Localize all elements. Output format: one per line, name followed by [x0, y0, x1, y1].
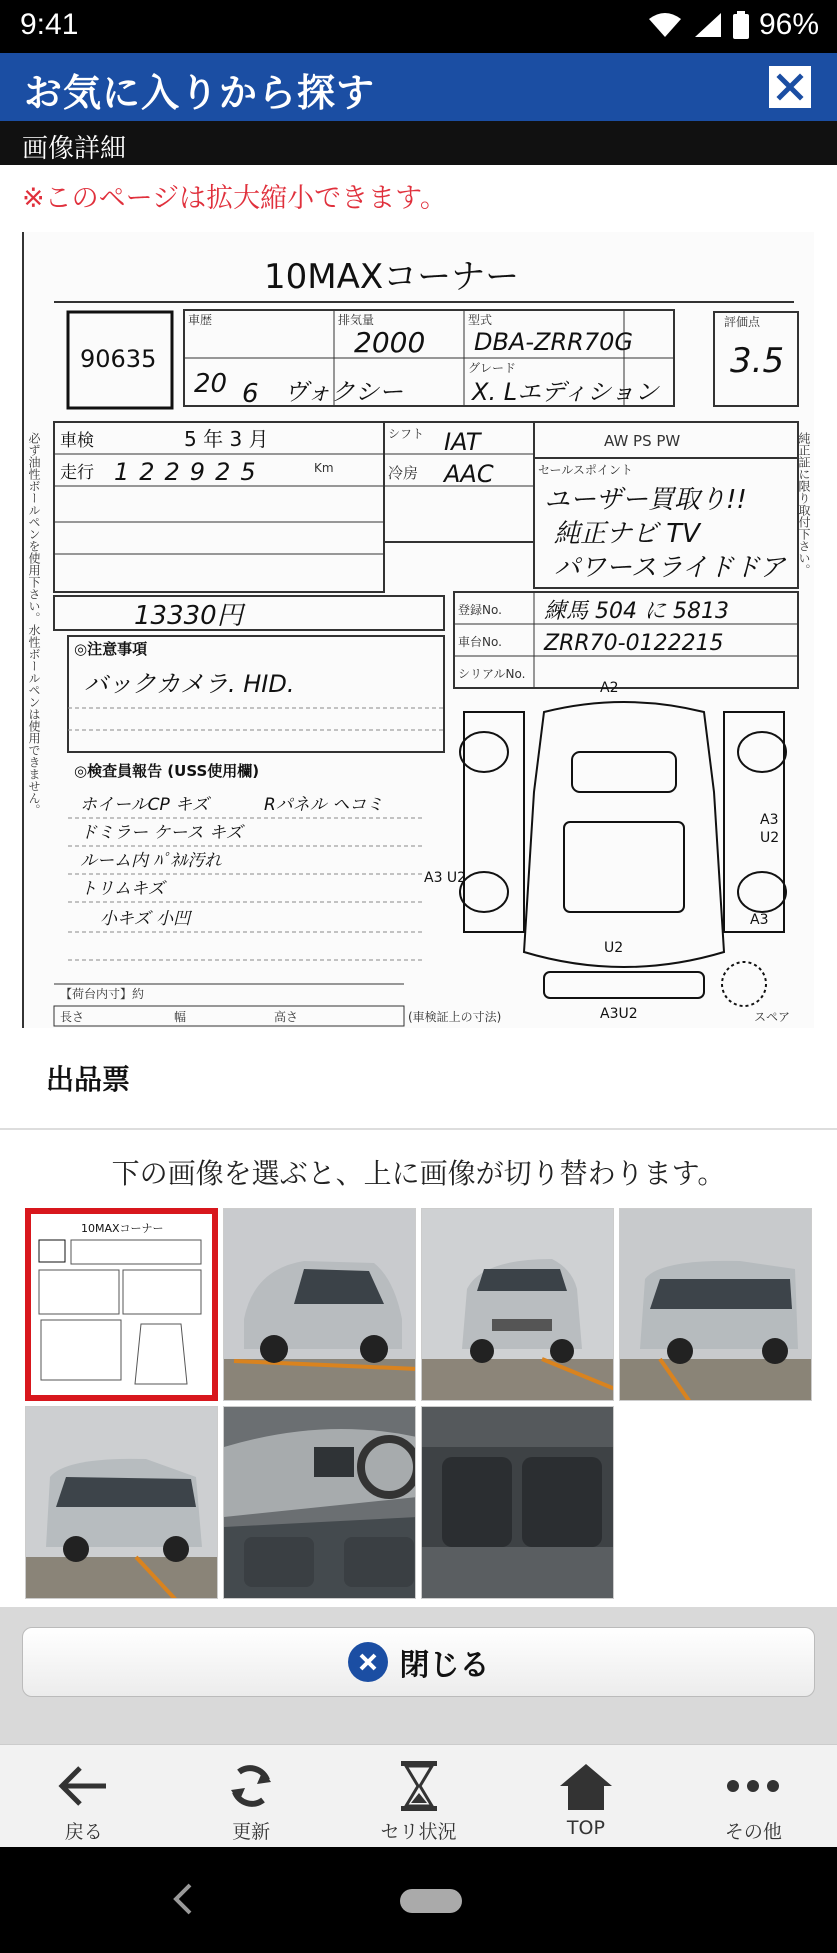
thumbnail-auction-sheet[interactable]: [25, 1208, 218, 1401]
header-bar: [0, 53, 837, 121]
nav-back[interactable]: [0, 1745, 167, 1847]
sheet-sales-point-1: ユーザー買取り!!: [544, 485, 747, 515]
close-panel: [0, 1607, 837, 1744]
thumbnail-front[interactable]: [421, 1208, 614, 1401]
nav-auction-status-label: セリ状況: [380, 1821, 457, 1843]
wifi-icon: [647, 11, 683, 39]
damage-label-6: U2: [604, 940, 624, 956]
sheet-label-km: Km: [314, 461, 334, 475]
sheet-label-grade: グレード: [468, 361, 517, 375]
close-icon: [775, 72, 805, 102]
damage-label-3: U2: [760, 830, 780, 846]
sheet-shift: IAT: [444, 428, 481, 456]
signal-icon: [693, 11, 723, 39]
sheet-displacement: 2000: [354, 326, 426, 359]
system-nav-bar: [0, 1847, 837, 1953]
sheet-warning-title: ◎注意事項: [74, 640, 148, 658]
section-title: 画像詳細: [22, 134, 127, 164]
sheet-report-right: Rパネル ヘコミ: [264, 795, 384, 815]
image-caption: 出品票: [46, 1063, 131, 1096]
sheet-report-4: トリムキズ: [80, 879, 165, 899]
sheet-side-note-left: 必ず油性ボールペンを使用下さい。水性ボールペンは使用できません。: [27, 432, 41, 816]
sheet-label-shift: シフト: [388, 427, 425, 441]
damage-label-5: A3: [750, 912, 769, 928]
nav-refresh-label: 更新: [232, 1821, 271, 1843]
sheet-label-width: 幅: [174, 1010, 187, 1024]
back-arrow-icon: [56, 1759, 112, 1813]
sheet-label-displacement: 排気量: [338, 313, 375, 327]
nav-refresh[interactable]: [167, 1745, 334, 1847]
sheet-year: 20: [194, 369, 228, 399]
damage-label-4: A3 U2: [424, 870, 467, 886]
home-icon: [558, 1759, 614, 1813]
thumbnail-rear-seats[interactable]: [421, 1406, 614, 1599]
zoom-notice: ※このページは拡大縮小できます。: [22, 183, 447, 214]
sheet-label-vehicle-size: (車検証上の寸法): [408, 1010, 502, 1024]
sheet-inspection: 5 年 3 月: [184, 427, 269, 451]
sheet-label-spare: スペア: [754, 1010, 791, 1024]
sheet-sales-point-title: セールスポイント: [538, 463, 633, 477]
thumbnail-dashboard[interactable]: [223, 1406, 416, 1599]
bottom-nav: [0, 1744, 837, 1847]
close-button[interactable]: [767, 64, 813, 110]
nav-more[interactable]: [670, 1745, 837, 1847]
thumbnail-instruction: 下の画像を選ぶと、上に画像が切り替わります。: [111, 1157, 726, 1190]
page-title: お気に入りから探す: [24, 71, 376, 115]
sheet-label-aircon: 冷房: [388, 464, 419, 482]
sheet-label-serial: シリアルNo.: [458, 667, 526, 681]
sheet-mileage: 122925: [114, 458, 266, 486]
more-icon: [725, 1759, 781, 1813]
battery-icon: [733, 11, 749, 39]
thumb-sheet-title: 10MAXコーナー: [81, 1222, 164, 1235]
hourglass-icon: [399, 1759, 439, 1813]
sheet-car-name: ヴォクシー: [284, 378, 404, 406]
sheet-side-note-right: 純正証に限り取付下さい。: [797, 432, 811, 576]
refresh-icon: [225, 1759, 277, 1813]
status-bar: [0, 0, 837, 53]
nav-more-label: その他: [724, 1821, 782, 1843]
sheet-label-shaken: 車検: [60, 431, 94, 451]
section-header: [0, 121, 837, 165]
sheet-notes: バックカメラ. HID.: [84, 670, 295, 698]
sheet-model-code: DBA-ZRR70G: [474, 328, 633, 356]
sheet-report-3: ルーム内 ﾊﾟﾈﾙ汚れ: [80, 851, 222, 871]
nav-auction-status[interactable]: [335, 1745, 502, 1847]
main-image[interactable]: [22, 232, 814, 1028]
sheet-report-2: ドミラー ケース キズ: [80, 823, 243, 843]
sheet-report-title: ◎検査員報告 (USS使用欄): [74, 762, 260, 780]
sheet-label-cargo: 【荷台内寸】約: [60, 987, 145, 1001]
sheet-options: AW PS PW: [604, 432, 681, 450]
sheet-registration: 練馬 504 に 5813: [544, 599, 729, 624]
system-back-button[interactable]: [170, 1881, 194, 1921]
damage-label-2: A3: [760, 812, 779, 828]
sheet-sales-point-2: 純正ナビ TV: [554, 519, 700, 549]
sheet-grade: X. Lエディション: [472, 378, 659, 406]
sheet-label-chassis: 車台No.: [458, 635, 502, 649]
sheet-label-height: 高さ: [274, 1010, 299, 1024]
sheet-sales-point-3: パワースライドドア: [554, 553, 786, 583]
damage-label-1: A2: [600, 680, 619, 696]
sheet-lot-number: 90635: [80, 345, 157, 373]
close-circle-icon: [348, 1642, 388, 1682]
sheet-report-1: ホイールCP キズ: [80, 795, 209, 815]
damage-label-7: A3U2: [600, 1006, 638, 1022]
sheet-aircon: AAC: [444, 460, 494, 488]
sheet-chassis: ZRR70-0122215: [544, 631, 724, 656]
system-home-button[interactable]: [400, 1889, 462, 1913]
battery-percent: 96%: [758, 8, 819, 41]
sheet-recycle: 13330円: [134, 601, 243, 631]
chevron-left-icon: [170, 1881, 194, 1917]
nav-back-label: 戻る: [64, 1821, 103, 1843]
sheet-rating-label: 評価点: [724, 315, 761, 329]
clock: 9:41: [20, 8, 79, 41]
sheet-month: 6: [242, 379, 259, 409]
close-dialog-label: 閉じる: [399, 1648, 490, 1683]
nav-top[interactable]: [502, 1745, 669, 1847]
sheet-label-reg: 登録No.: [458, 603, 502, 617]
close-dialog-button[interactable]: [22, 1627, 815, 1697]
sheet-report-5: 小キズ 小凹: [100, 909, 191, 929]
sheet-label-mileage: 走行: [60, 463, 94, 483]
thumbnail-front-left[interactable]: [223, 1208, 416, 1401]
sheet-label-history: 車歴: [188, 313, 213, 327]
sheet-label-type: 型式: [468, 313, 493, 327]
nav-top-label: TOP: [566, 1817, 605, 1839]
sheet-rating: 3.5: [730, 341, 785, 381]
thumbnail-rear-right[interactable]: [619, 1208, 812, 1401]
sheet-label-length: 長さ: [60, 1010, 85, 1024]
sheet-corner-title: 10MAXコーナー: [264, 257, 520, 297]
divider: [0, 1128, 837, 1130]
thumbnail-rear-left[interactable]: [25, 1406, 218, 1599]
